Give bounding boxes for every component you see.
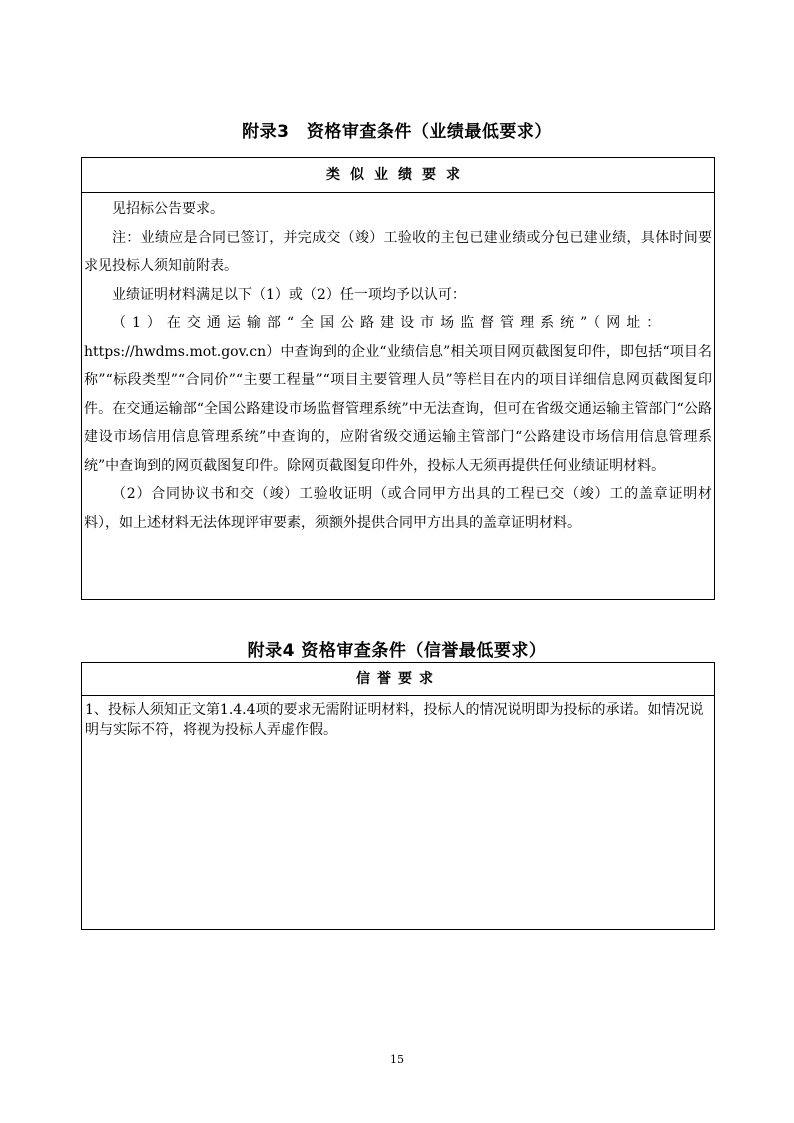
appendix4-table-body — [82, 696, 714, 740]
paragraph: 业绩证明材料满足以下（1）或（2）任一项均予以认可： — [112, 286, 466, 303]
appendix3-table-body — [82, 193, 714, 537]
appendix4-table-header: 信誉要求 — [82, 663, 714, 696]
appendix3-table — [81, 157, 715, 600]
page-number: 15 — [390, 1053, 404, 1066]
paragraph: 注：业绩应是合同已签订，并完成交（竣）工验收的主包已建业绩或分包已建业绩，具体时间要求见投标人须知前附表。 — [84, 229, 712, 274]
paragraph: （2）合同协议书和交（竣）工验收证明（或合同甲方出具的工程已交（竣）工的盖章证明材料），如上述材料无法体现评审要素，须额外提供合同甲方出具的盖章证明材料。 — [84, 486, 712, 531]
appendix3-table-header: 类似业绩要求 — [82, 158, 714, 193]
appendix3-title: 附录3 资格审查条件（业绩最低要求） — [242, 122, 552, 142]
paragraph: （1）在交通运输部“全国公路建设市场监督管理系统”（网址： — [112, 315, 667, 331]
paragraph: 见招标公告要求。 — [112, 201, 224, 217]
appendix4-table — [81, 662, 715, 930]
paragraph: 1、投标人须知正文第1.4.4项的要求无需附证明材料，投标人的情况说明即为投标的承诺。如情况说明与实际不符，将视为投标人弄虚作假。 — [85, 702, 704, 738]
paragraph: https://hwdms.mot.gov.cn）中查询到的企业“业绩信息”相关项目网页截图复印件，即包括“项目名称”“标段类型”“合同价”“主要工程量”“项目主要管理人员”等栏目在内的项目详细信息网页截图复印件。在交通运输部“全国公路建设市场监督管理系统”中无法查询，但可在省级交通运输主管部门“公路建设市场信用信息管理系统”中查询的，应附省级交通运输主管部门“公路建设市场信用信息管理系统”中查询到的网页截图复印件。除网页截图复印件外，投标人无须再提供任何业绩证明材料。 — [84, 343, 712, 474]
appendix4-title: 附录4 资格审查条件（信誉最低要求） — [247, 641, 547, 661]
